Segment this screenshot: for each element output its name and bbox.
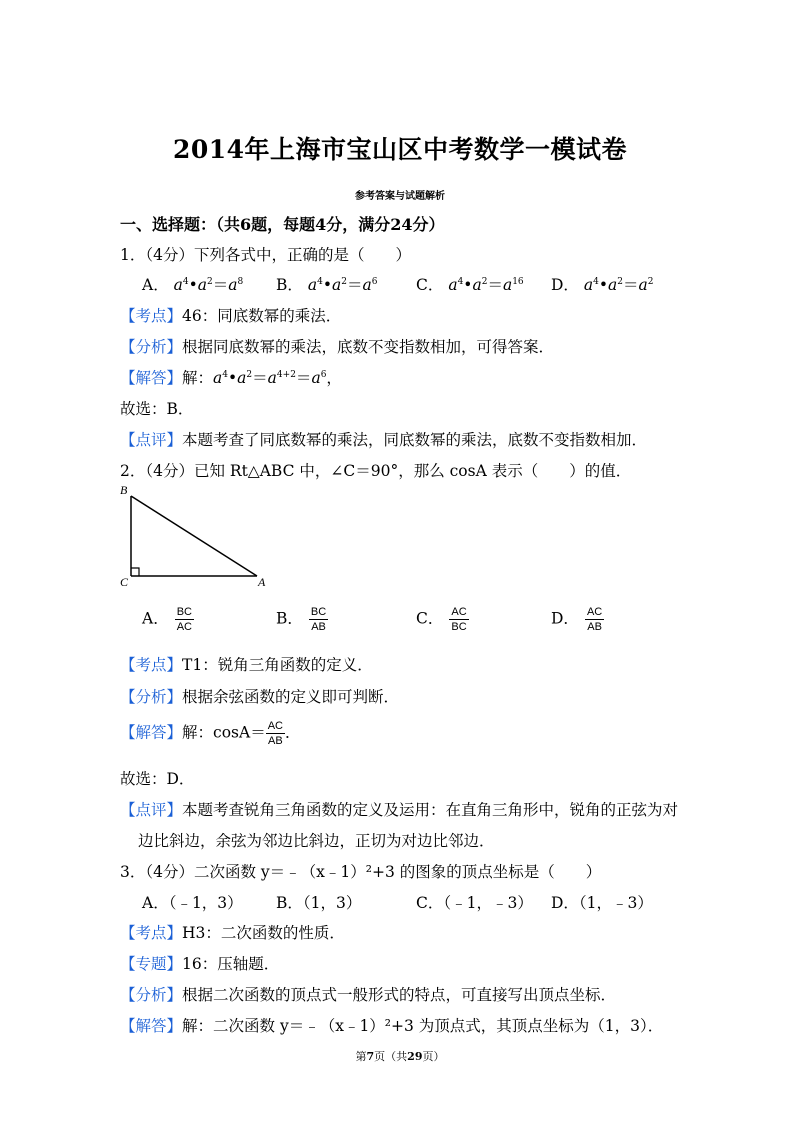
vertex-c-label: C [120, 575, 129, 589]
q2-option-b: B． $\frac{BC}{AB}$ [276, 606, 327, 633]
page-total: 29 [407, 1050, 423, 1063]
vertex-a-label: A [258, 575, 266, 589]
q2-choice: 故选：D． [120, 770, 195, 788]
q3-option-c: C．（﹣1，﹣3） [416, 894, 533, 912]
document-title: 2014年上海市宝山区中考数学一模试卷 [172, 135, 628, 164]
q3-option-a: A．（﹣1，3） [142, 894, 243, 912]
page-number: 7 [366, 1050, 375, 1063]
section-heading: 一、选择题：（共6题，每题4分，满分24分） [120, 215, 445, 234]
q2-dianping-cont: 边比斜边，余弦为邻边比斜边，正切为对边比邻边． [138, 832, 495, 850]
jieda-tag: 【解答】 [120, 369, 183, 387]
q2-option-a: A． $\frac{BC}{AC}$ [142, 606, 192, 633]
q1-dianping: 【点评】本题考查了同底数幂的乘法，同底数幂的乘法，底数不变指数相加． [120, 431, 648, 449]
kaodian-tag: 【考点】 [120, 656, 183, 674]
q1-option-b: B． $a^4•a^2=a^6$ [276, 276, 378, 294]
side-ab [131, 496, 257, 576]
q2-dianping: 【点评】本题考查锐角三角函数的定义及运用：在直角三角形中，锐角的正弦为对 [120, 801, 679, 819]
q3-jieda: 【解答】解：二次函数 y＝﹣（x﹣1）²+3 为顶点式，其顶点坐标为（1，3）． [120, 1017, 664, 1035]
q3-option-b: B．（1，3） [276, 894, 362, 912]
fenxi-tag: 【分析】 [120, 338, 183, 356]
zhuanti-tag: 【专题】 [120, 955, 183, 973]
q2-option-c: C． $\frac{AC}{BC}$ [416, 606, 467, 633]
q1-option-a: A． $a^4•a^2=a^8$ [142, 276, 244, 294]
right-angle-mark [131, 568, 139, 576]
q3-kaodian: 【考点】H3：二次函数的性质． [120, 924, 345, 942]
q3-fenxi: 【分析】根据二次函数的顶点式一般形式的特点，可直接写出顶点坐标． [120, 986, 617, 1004]
fenxi-tag: 【分析】 [120, 688, 183, 706]
q2-fenxi: 【分析】根据余弦函数的定义即可判断． [120, 688, 400, 706]
fraction: $\frac{BC}{AC}$ [176, 606, 192, 633]
q1-fenxi: 【分析】根据同底数幂的乘法，底数不变指数相加，可得答案． [120, 338, 555, 356]
fraction: $\frac{BC}{AB}$ [310, 606, 327, 633]
q2-option-d: D． $\frac{AC}{AB}$ [551, 606, 603, 633]
q1-jieda: 【解答】解：$a^4•a^2=a^{4+2}=a^6$， [120, 369, 342, 387]
q1-option-c: C． $a^4•a^2=a^{16}$ [416, 276, 524, 294]
right-triangle-figure [114, 482, 274, 590]
dianping-tag: 【点评】 [120, 801, 183, 819]
q1-choice: 故选：B． [120, 400, 194, 418]
vertex-b-label: B [120, 483, 128, 497]
document-subtitle: 参考答案与试题解析 [355, 191, 445, 202]
q1-kaodian: 【考点】46：同底数幂的乘法． [120, 307, 342, 325]
q2-jieda: 【解答】解：cosA＝ $\frac{AC}{AB}$ ． [120, 720, 301, 747]
page-footer: 第7页（共29页） [355, 1050, 445, 1063]
jieda-tag: 【解答】 [120, 723, 183, 742]
kaodian-tag: 【考点】 [120, 307, 183, 325]
fraction: $\frac{AC}{AB}$ [586, 606, 603, 633]
q2-kaodian: 【考点】T1：锐角三角函数的定义． [120, 656, 373, 674]
q3-zhuanti: 【专题】16：压轴题． [120, 955, 280, 973]
q3-option-d: D．（1，﹣3） [551, 894, 653, 912]
fraction: $\frac{AC}{BC}$ [451, 606, 467, 633]
q1-stem: 1．（4分）下列各式中，正确的是（ ） [120, 246, 411, 264]
q1-option-d: D． $a^4•a^2=a^2$ [551, 276, 654, 294]
dianping-tag: 【点评】 [120, 431, 183, 449]
q3-stem: 3．（4分）二次函数 y＝﹣（x﹣1）²+3 的图象的顶点坐标是（ ） [120, 863, 602, 881]
kaodian-tag: 【考点】 [120, 924, 183, 942]
fenxi-tag: 【分析】 [120, 986, 183, 1004]
jieda-tag: 【解答】 [120, 1017, 183, 1035]
q2-stem: 2．（4分）已知 Rt△ABC 中，∠C＝90°，那么 cosA 表示（ ）的值． [120, 462, 632, 480]
fraction: $\frac{AC}{AB}$ [267, 720, 283, 747]
